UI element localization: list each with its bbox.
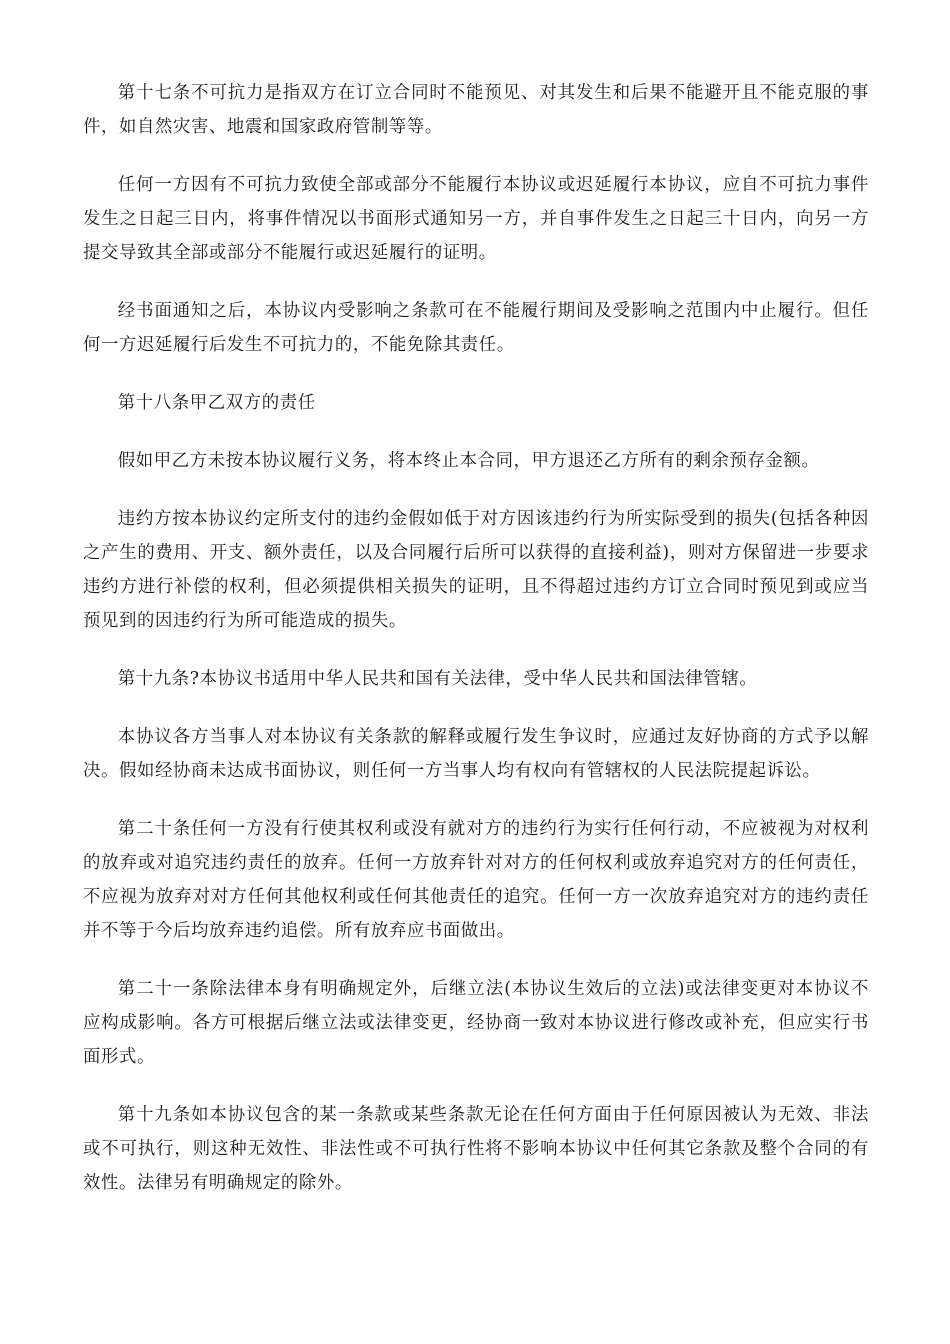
paragraph-waiver: 第二十条任何一方没有行使其权利或没有就对方的违约行为实行任何行动，不应被视为对权利的放弃或对追究违约责任的放弃。任何一方放弃针对对方的任何权利或放弃追究对方的任何责任，不应视为放弃对对方任何其他权利或任何其他责任的追究。任何一方一次放弃追究对方的违约责任并不等于今后均放弃违约追偿。所有放弃应书面做出。 xyxy=(83,819,869,941)
heading-article-18: 第十八条甲乙双方的责任 xyxy=(117,393,316,413)
paragraph-subsequent-legislation: 第二十一条除法律本身有明确规定外，后继立法(本协议生效后的立法)或法律变更对本协议不应构成影响。各方可根据后继立法或法律变更，经协商一致对本协议进行修改或补充，但应实行书面形式。 xyxy=(83,979,869,1067)
paragraph-termination: 假如甲乙方未按本协议履行义务，将本终止本合同，甲方退还乙方所有的剩余预存金额。 xyxy=(117,451,820,471)
paragraph-liquidated-damages: 违约方按本协议约定所支付的违约金假如低于对方因该违约行为所实际受到的损失(包括各种因之产生的费用、开支、额外责任，以及合同履行后所可以获得的直接利益)，则对方保留进一步要求违约方进行补偿的权利，但必须提供相关损失的证明，且不得超过违约方订立合同时预见到或应当预见到的因违约行为所可能造成的损失。 xyxy=(83,509,869,631)
paragraph-force-majeure-notice: 任何一方因有不可抗力致使全部或部分不能履行本协议或迟延履行本协议，应自不可抗力事件发生之日起三日内，将事件情况以书面形式通知另一方，并自事件发生之日起三十日内，向另一方提交导致其全部或部分不能履行或迟延履行的证明。 xyxy=(83,175,869,263)
paragraph-governing-law: 第十九条?本协议书适用中华人民共和国有关法律，受中华人民共和国法律管辖。 xyxy=(117,669,758,689)
document-body xyxy=(83,76,869,1224)
paragraph-severability: 第十九条如本协议包含的某一条款或某些条款无论在任何方面由于任何原因被认为无效、非法或不可执行，则这种无效性、非法性或不可执行性将不影响本协议中任何其它条款及整个合同的有效性。法律另有明确规定的除外。 xyxy=(83,1105,869,1193)
paragraph-dispute-resolution: 本协议各方当事人对本协议有关条款的解释或履行发生争议时，应通过友好协商的方式予以解决。假如经协商未达成书面协议，则任何一方当事人均有权向有管辖权的人民法院提起诉讼。 xyxy=(83,727,869,781)
paragraph-force-majeure-definition: 第十七条不可抗力是指双方在订立合同时不能预见、对其发生和后果不能避开且不能克服的事件，如自然灾害、地震和国家政府管制等等。 xyxy=(83,83,869,137)
paragraph-suspension: 经书面通知之后，本协议内受影响之条款可在不能履行期间及受影响之范围内中止履行。但任何一方迟延履行后发生不可抗力的，不能免除其责任。 xyxy=(83,301,869,355)
